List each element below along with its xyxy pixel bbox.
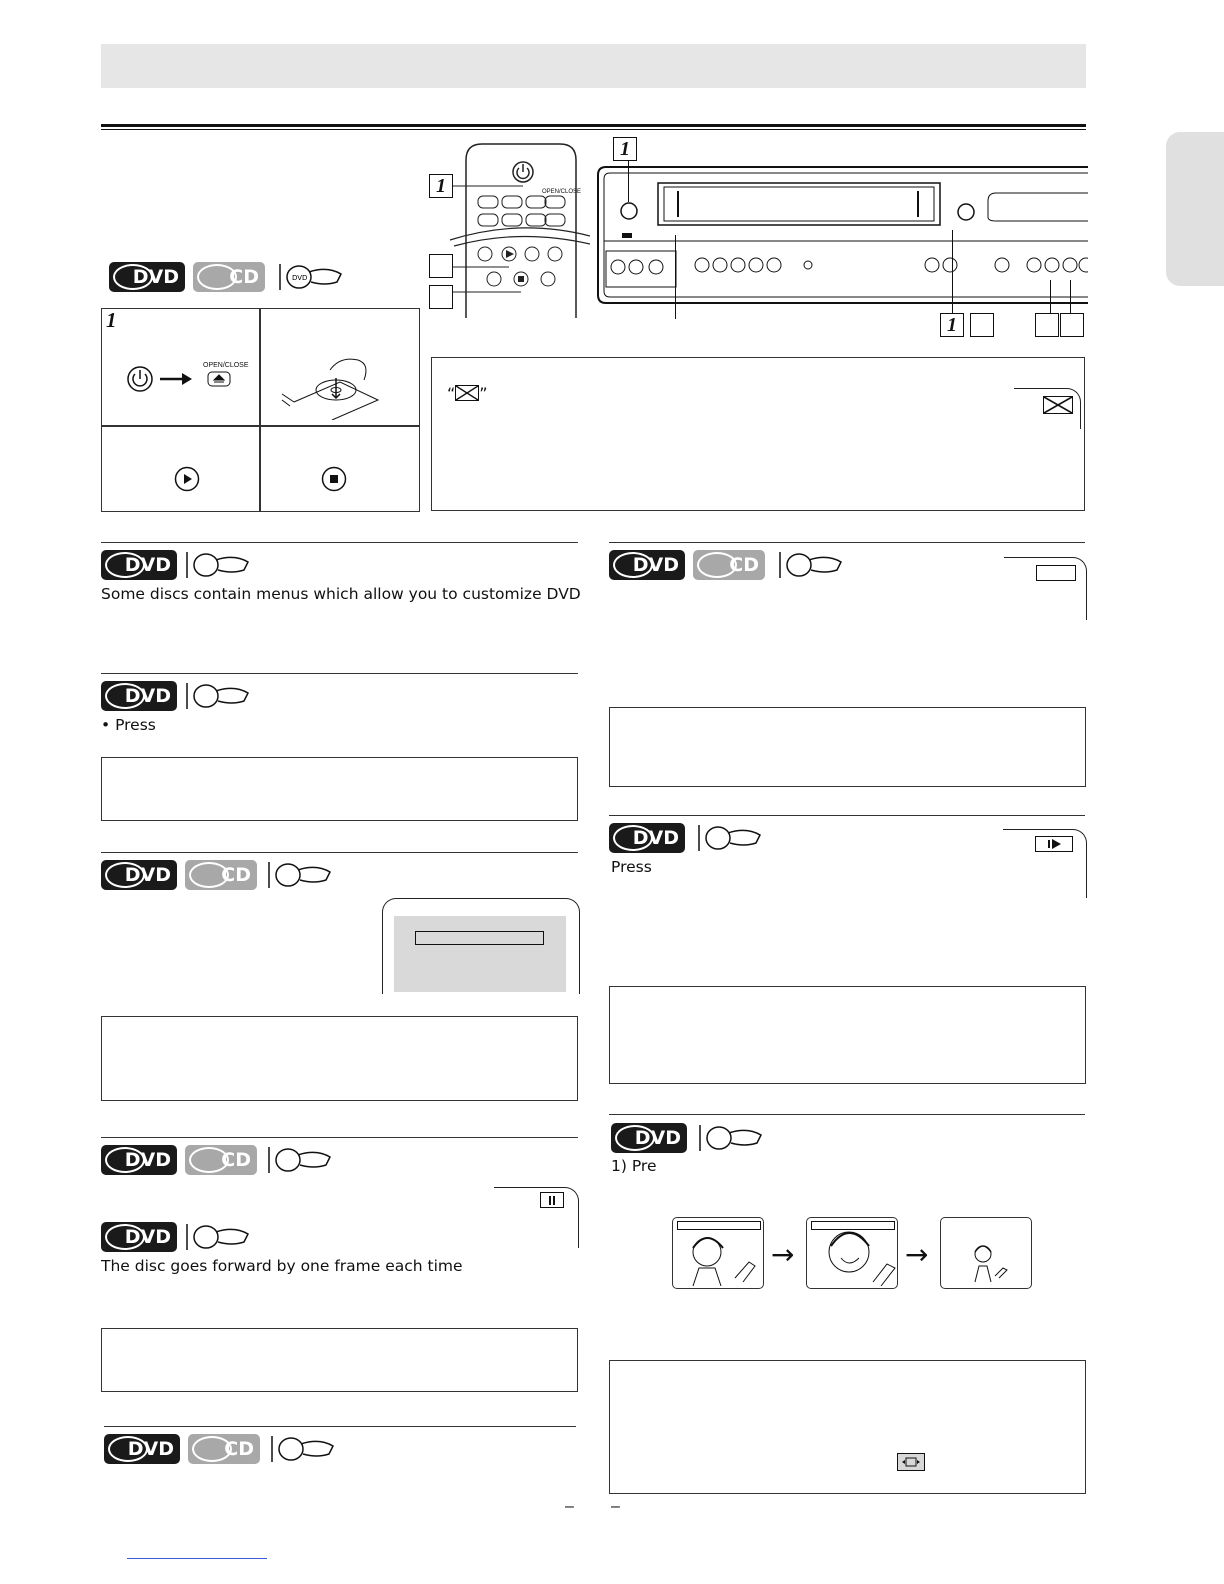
arrow-right-icon: → [771,1238,795,1271]
badge-cd-top: CD [193,262,265,292]
side-tab [1166,132,1224,286]
osd-bar-resume [415,931,544,945]
stop-button-icon [321,466,347,497]
note-box-slow [609,986,1086,1084]
badge-cd-bottom: CD [188,1434,260,1464]
steps-grid-vline [259,308,261,512]
disc-icon [113,264,153,290]
badge-cd-right-1: CD [693,550,765,580]
remote-callout-2 [429,254,453,278]
osd-screen-resume [394,916,566,992]
header-rule-thin [101,129,1086,130]
section-rule-bottom-left [104,1426,576,1427]
front-panel-leader-2 [675,235,676,319]
remote-hand-icon-pause [266,1145,332,1175]
pause-icon [540,1192,564,1208]
note-quote: “ ” [447,384,488,403]
disc-icon [192,1436,232,1462]
remote-dvd-text: DVD [292,274,308,282]
title-menu-text: • Press [101,716,156,734]
disc-icon [197,264,237,290]
remote-callout-3 [429,285,453,309]
badge-dvd-bottom: DVD [104,1434,180,1464]
badge-dvd-right-1: DVD [609,550,685,580]
page-mark-right: – [611,1498,620,1515]
section-rule-resume [101,852,578,853]
badge-dvd-step: DVD [101,1222,177,1252]
disc-icon [105,1224,145,1250]
invalid-symbol-icon-large [1043,396,1073,414]
front-panel-leader-5 [1070,280,1071,313]
section-rule-pause [101,1137,578,1138]
note-box-resume [101,1016,578,1101]
zoom-text: 1) Pre [611,1157,657,1175]
disc-icon [189,862,229,888]
remote-illustration [430,140,590,318]
osd-frame-pause [494,1187,579,1248]
section-rule-title-menu [101,673,578,674]
disc-icon [615,1125,655,1151]
note-box-right-1 [609,707,1086,787]
remote-callout-1: 1 [429,174,453,198]
disc-icon [105,1147,145,1173]
remote-label-open-close: OPEN/CLOSE [542,189,582,195]
section-rule-zoom [609,1114,1085,1115]
section-rule-slow [609,815,1085,816]
section-rule-disc-menu [101,542,578,543]
front-panel-illustration [596,165,1088,305]
disc-icon [613,825,653,851]
disc-tray-illustration [280,350,380,425]
badge-dvd-top: DVD [109,262,185,292]
header-band [101,44,1086,88]
note-box-main [431,357,1085,511]
disc-icon [189,1147,229,1173]
remote-hand-icon-zoom [697,1123,763,1153]
remote-hand-icon-step [184,1222,250,1252]
zoom-thumb-2 [806,1217,898,1289]
invalid-symbol-icon [455,385,479,401]
badge-dvd-title-menu: DVD [101,681,177,711]
remote-hand-icon-top [277,262,343,292]
disc-icon [697,552,737,578]
remote-hand-icon-title-menu [184,681,250,711]
zoom-thumb-1 [672,1217,764,1289]
open-close-label: OPEN/CLOSE [203,362,249,369]
footer-link-underline [127,1558,267,1559]
osd-indicator-right-1 [1036,565,1076,581]
front-panel-leader-3 [952,230,953,313]
remote-hand-icon-disc-menu [184,550,250,580]
step-1-label: 1 [106,308,117,332]
note-box-step [101,1328,578,1392]
disc-icon [108,1436,148,1462]
disc-icon [613,552,653,578]
zoom-thumb-3 [940,1217,1032,1289]
front-panel-callout-3 [1035,313,1059,337]
header-rule [101,124,1086,127]
badge-cd-pause: CD [185,1145,257,1175]
play-button-icon [174,466,200,497]
note-box-title-menu [101,757,578,821]
front-panel-leader [628,160,629,202]
disc-icon [105,862,145,888]
front-panel-callout-top: 1 [613,137,637,161]
step-text: The disc goes forward by one frame each time [101,1257,463,1275]
disc-icon [105,552,145,578]
badge-cd-resume: CD [185,860,257,890]
disc-menu-text: Some discs contain menus which allow you to customize DVD [101,585,581,603]
remote-hand-icon-resume [266,860,332,890]
page-mark-left: – [565,1498,574,1515]
slow-text: Press [611,858,652,876]
slow-forward-icon [1035,836,1073,852]
remote-hand-icon-bottom [269,1434,335,1464]
badge-dvd-resume: DVD [101,860,177,890]
disc-icon [105,683,145,709]
steps-grid-hline [101,425,420,427]
zoom-navigation-icon [897,1453,925,1471]
front-panel-leader-4 [1050,280,1051,313]
badge-dvd-zoom: DVD [611,1123,687,1153]
badge-dvd-pause: DVD [101,1145,177,1175]
badge-dvd-slow: DVD [609,823,685,853]
note-box-zoom [609,1360,1086,1494]
badge-dvd-disc-menu: DVD [101,550,177,580]
remote-hand-icon-slow [696,823,762,853]
front-panel-callout-2 [970,313,994,337]
front-panel-callout-4 [1060,313,1084,337]
arrow-right-icon-2: → [905,1238,929,1271]
remote-hand-icon-right-1 [777,550,843,580]
power-button-icon [126,365,236,400]
section-rule-right-1 [609,542,1085,543]
front-panel-callout-1: 1 [940,313,964,337]
